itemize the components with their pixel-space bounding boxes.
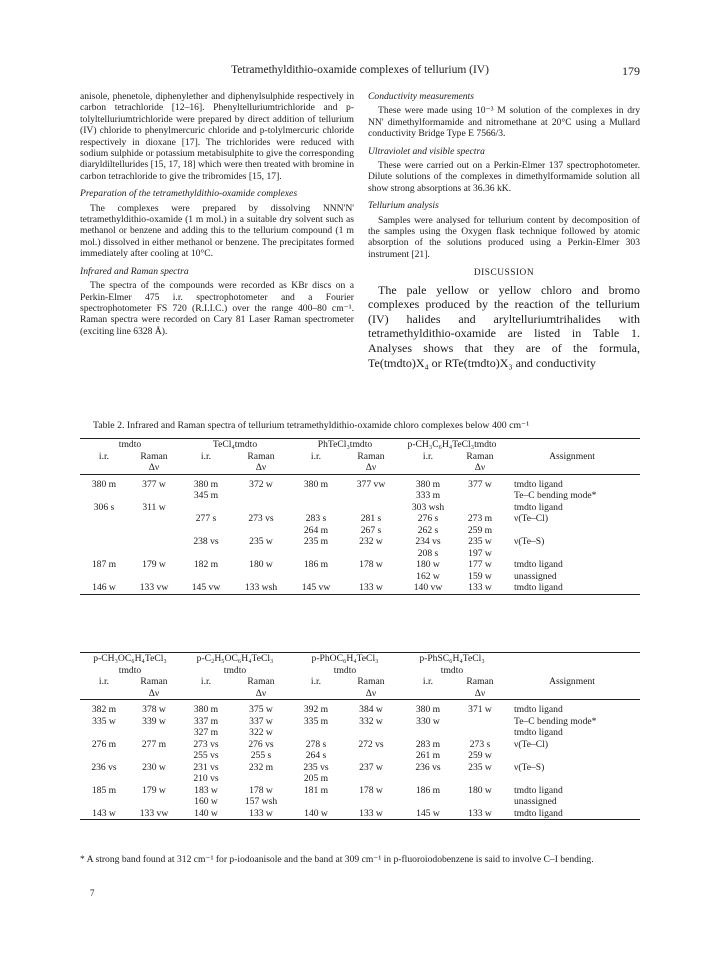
value-cell: 133 w [342, 582, 400, 594]
table-1-subhead-row [80, 451, 640, 463]
value-cell: 380 m [193, 478, 219, 490]
footnote: * A strong band found at 312 cm⁻¹ for p-iodoanisole and the band at 309 cm⁻¹ in p-fluoroiodobenzene is said to involve C–I bending. [80, 854, 594, 865]
value-cell: 186 m [303, 559, 329, 570]
table-2-group-row [80, 653, 640, 665]
right-para-4: The pale yellow or yellow chloro and bromo complexes produced by the reaction of the tellurium (IV) halides and aryltelluriumtrihalides with tetramethyldithio-oxamide are listed in Table 1. Analyses shows that they are of the formula, Te(tmdto)X₄ or RTe(tmdto)X₃ and conductivity [368, 282, 640, 370]
table-row [80, 773, 640, 785]
value-cell: 235 w [468, 761, 492, 773]
assignment-cell: tmdto ligand [514, 559, 563, 570]
value-cell: 377 w [142, 478, 166, 490]
value-cell: 235 vs [303, 761, 329, 773]
tmdto-label: tmdto [223, 664, 247, 676]
value-cell: 335 m [303, 715, 329, 727]
value-cell: 236 vs [91, 761, 117, 773]
value-cell [290, 727, 342, 739]
discussion-heading: DISCUSSION [473, 268, 535, 279]
delta-nu: Δν [232, 462, 290, 474]
value-cell: 180 w [468, 784, 492, 796]
value-cell: 182 m [193, 559, 219, 570]
value-cell [180, 525, 232, 537]
value-cell [180, 571, 232, 583]
value-cell: 186 m [415, 784, 441, 796]
ir-header: i.r. [310, 450, 322, 462]
value-cell: 181 m [303, 784, 329, 796]
value-cell: 384 w [359, 704, 383, 715]
value-cell: 264 s [305, 750, 327, 761]
value-cell: 322 w [249, 727, 273, 738]
value-cell: 377 vw [356, 478, 386, 490]
value-cell: 339 w [142, 715, 166, 727]
value-cell: 140 vw [400, 582, 456, 594]
ir-header: i.r. [200, 450, 212, 462]
value-cell: 133 w [232, 808, 290, 820]
table-2-unit-row [80, 688, 640, 700]
raman-header: Raman [357, 450, 385, 462]
value-cell: 311 w [142, 501, 166, 513]
assignment-cell: tmdto ligand [514, 478, 563, 490]
value-cell: 159 w [468, 570, 492, 582]
value-cell: 143 w [80, 808, 128, 820]
value-cell [342, 796, 400, 808]
left-para-3: The spectra of the compounds were recorded as KBr discs on a Perkin-Elmer 475 i.r. spectrophotometer and a Fourier spectrophotometer FS 720 (R.I.I.C.) over the range 400–80 cm⁻¹. Raman spectra were recorded on Cary 81 Laser Raman spectrometer (exciting line 6328 Å). [80, 280, 354, 337]
value-cell: 133 vw [128, 808, 180, 820]
value-cell: 262 s [417, 524, 439, 536]
value-cell [456, 773, 504, 785]
value-cell [342, 490, 400, 502]
table-1-group: TeCl₄tmdto [180, 439, 290, 451]
table-2-group: p-CH₃OC₆H₄TeCl₃ [80, 653, 180, 665]
assignment-cell [504, 548, 640, 560]
table-row [80, 727, 640, 739]
value-cell: 276 vs [248, 738, 274, 750]
value-cell: 197 w [468, 547, 492, 559]
value-cell: 259 m [467, 524, 493, 536]
value-cell: 259 w [468, 750, 492, 761]
assignment-cell: tmdto ligand [514, 704, 563, 715]
value-cell [232, 571, 290, 583]
value-cell: 380 m [91, 478, 117, 490]
ir-header: i.r. [310, 676, 322, 687]
assignment-cell [504, 525, 640, 537]
table-row [80, 704, 640, 716]
table-row [80, 536, 640, 548]
value-cell: 337 w [249, 715, 273, 727]
value-cell: 264 m [303, 524, 329, 536]
assignment-cell [504, 750, 640, 762]
assignment-cell: tmdto ligand [504, 808, 640, 820]
value-cell: 133 wsh [232, 582, 290, 594]
left-para-1: anisole, phenetole, diphenylether and diphenylsulphide respectively in carbon tetrachloride [12–16]. Phenyltelluriumtrichloride and p-tolyltelluriumtrichloride were prepared by direct addition of tellurium (IV) chloride to phenylmercuric chloride and p-tolylmercuric chloride respectively in dioxane [17]. The trichlorides were reduced with sodium sulphide or potassium metabisulphite to give the corresponding diaryldiltellurides [15, 17, 18] which were then treated with bromine in carbon tetrachloride to give the tribromides [15, 17]. [80, 91, 354, 182]
value-cell: 281 s [360, 513, 382, 524]
value-cell: 145 vw [180, 582, 232, 594]
value-cell [342, 548, 400, 560]
ir-header: i.r. [200, 676, 212, 687]
value-cell: 392 m [303, 704, 329, 715]
value-cell [290, 796, 342, 808]
value-cell: 333 m [415, 490, 441, 501]
value-cell: 232 w [359, 536, 383, 547]
value-cell: 380 m [193, 704, 219, 715]
value-cell: 267 s [360, 524, 382, 536]
value-cell: 162 w [416, 570, 440, 582]
assignment-cell: Te–C bending mode* [514, 715, 597, 727]
ir-header: i.r. [98, 676, 110, 687]
page-number: 179 [622, 64, 640, 78]
raman-header: Raman [466, 676, 494, 687]
ir-header: i.r. [422, 450, 434, 462]
assignment-header: Assignment [549, 450, 595, 462]
table-row [80, 808, 640, 820]
assignment-cell: Te–C bending mode* [514, 490, 597, 501]
table-2-group: p-PhSC₆H₄TeCl₃ [400, 653, 504, 665]
value-cell: 160 w [194, 796, 218, 807]
value-cell: 337 m [193, 715, 219, 727]
value-cell [342, 773, 400, 785]
table-1-group: tmdto [80, 439, 180, 451]
value-cell: 179 w [142, 784, 166, 796]
value-cell: 187 m [91, 559, 117, 570]
left-para-2: The complexes were prepared by dissolving NNN'N' tetramethyldithio-oxamide (1 m mol.) in a suitable dry solvent such as methanol or benzene and adding this to the tellurium compound (1 m mol.) dissolved in either methanol or benzene. The precipitates formed immediately after cooling at 10°C. [80, 202, 354, 260]
value-cell: 273 m [467, 513, 493, 524]
value-cell: 133 w [456, 582, 504, 594]
raman-header: Raman [140, 450, 168, 462]
table-row [80, 716, 640, 728]
raman-header: Raman [140, 676, 168, 687]
value-cell: 255 s [250, 750, 272, 761]
value-cell: 140 w [290, 808, 342, 820]
table-caption: Table 2. Infrared and Raman spectra of tellurium tetramethyldithio-oxamide chloro complexes below 400 cm⁻¹ [93, 420, 530, 431]
value-cell [290, 502, 342, 514]
delta-nu: Δν [342, 688, 400, 700]
value-cell: 177 w [468, 559, 492, 570]
value-cell [456, 796, 504, 808]
value-cell [290, 548, 342, 560]
value-cell: 283 s [305, 513, 327, 524]
assignment-cell: tmdto ligand [514, 784, 563, 796]
value-cell: 273 vs [248, 513, 274, 524]
value-cell: 382 m [91, 704, 117, 715]
value-cell [290, 571, 342, 583]
value-cell [400, 796, 456, 808]
value-cell [232, 525, 290, 537]
value-cell: 179 w [142, 559, 166, 570]
value-cell [128, 548, 180, 560]
table-row [80, 762, 640, 774]
value-cell: 235 w [468, 536, 492, 547]
value-cell: 276 m [91, 738, 117, 750]
page-mark: 7 [90, 888, 95, 898]
value-cell [128, 773, 180, 785]
value-cell: 208 s [417, 547, 439, 559]
value-cell [232, 490, 290, 502]
tmdto-label: tmdto [333, 664, 357, 676]
value-cell: 231 vs [193, 761, 219, 773]
value-cell: 332 w [359, 715, 383, 727]
value-cell: 380 m [303, 478, 329, 490]
table-row [80, 525, 640, 537]
right-para-3: Samples were analysed for tellurium content by decomposition of the samples using the Oxygen flask technique followed by atomic absorption of the solutions produced using a Perkin-Elmer 303 instrument [21]. [368, 214, 640, 260]
value-cell: 178 w [359, 559, 383, 570]
value-cell: 230 w [142, 761, 166, 773]
ir-header: i.r. [98, 450, 110, 462]
right-para-2: These were carried out on a Perkin-Elmer 137 spectrophotometer. Dilute solutions of the complexes in dimethylformamide solution all show strong absorptions at 36.36 kK. [368, 160, 640, 194]
right-column [368, 91, 640, 370]
value-cell: 236 vs [415, 761, 441, 773]
right-heading-conductivity: Conductivity measurements [368, 91, 474, 102]
value-cell: 178 w [249, 784, 273, 796]
value-cell: 306 s [93, 501, 115, 513]
value-cell [342, 502, 400, 514]
value-cell [290, 490, 342, 502]
value-cell [80, 548, 128, 560]
table-1-group-row [80, 439, 640, 451]
value-cell: 371 w [468, 704, 492, 715]
value-cell [342, 571, 400, 583]
value-cell: 330 w [416, 715, 440, 727]
table-2-group: p-C₂H₅OC₆H₄TeCl₃ [180, 653, 290, 665]
value-cell [128, 513, 180, 525]
left-heading-spectra: Infrared and Raman spectra [80, 265, 189, 277]
value-cell [400, 773, 456, 785]
assignment-cell: unassigned [514, 570, 557, 582]
value-cell: 232 m [248, 761, 274, 773]
value-cell: 205 m [303, 773, 329, 784]
value-cell: 133 w [342, 808, 400, 820]
ir-header: i.r. [422, 676, 434, 687]
right-heading-uv: Ultraviolet and visible spectra [368, 145, 485, 157]
value-cell [128, 750, 180, 762]
spectra-table-2 [80, 652, 640, 820]
value-cell: 183 w [194, 784, 218, 796]
value-cell: 277 m [141, 738, 167, 750]
value-cell: 178 w [359, 784, 383, 796]
delta-nu: Δν [456, 688, 504, 700]
value-cell [342, 750, 400, 762]
value-cell: 146 w [80, 582, 128, 594]
value-cell [80, 525, 128, 537]
value-cell: 276 s [417, 513, 439, 524]
value-cell: 277 s [195, 513, 217, 524]
value-cell: 140 w [180, 808, 232, 820]
running-title: Tetramethyldithio-oxamide complexes of tellurium (IV) [231, 64, 489, 76]
value-cell [80, 571, 128, 583]
raman-header: Raman [247, 450, 275, 462]
tmdto-label: tmdto [440, 664, 464, 676]
assignment-cell: tmdto ligand [504, 582, 640, 594]
table-row [80, 502, 640, 514]
value-cell: 180 w [249, 559, 273, 570]
value-cell: 273 s [469, 738, 491, 750]
table-row [80, 750, 640, 762]
table-row [80, 739, 640, 751]
value-cell [128, 571, 180, 583]
value-cell: 185 m [91, 784, 117, 796]
value-cell [128, 525, 180, 537]
table-row [80, 548, 640, 560]
right-heading-tellurium: Tellurium analysis [368, 200, 439, 212]
tmdto-label: tmdto [118, 664, 142, 676]
value-cell: 237 w [359, 761, 383, 773]
value-cell: 210 vs [193, 773, 219, 784]
value-cell: 255 vs [193, 750, 219, 761]
value-cell [80, 727, 128, 739]
left-heading-preparation: Preparation of the tetramethyldithio-oxamide complexes [80, 188, 298, 200]
table-row [80, 479, 640, 491]
table-2-sub-row [80, 665, 640, 677]
right-para-1: These were made using 10⁻³ M solution of the complexes in dry NN' dimethylformamide and nitromethane at 20°C using a Mullard conductivity Bridge Type E 7566/3. [368, 105, 640, 140]
value-cell: 345 m [193, 490, 219, 501]
value-cell: 235 m [303, 536, 329, 547]
value-cell: 335 w [92, 715, 116, 727]
value-cell [128, 796, 180, 808]
value-cell [180, 548, 232, 560]
value-cell: 273 vs [193, 738, 219, 750]
value-cell: 372 w [249, 478, 273, 490]
assignment-cell: ν(Te–Cl) [514, 513, 549, 524]
table-row [80, 571, 640, 583]
value-cell: 272 vs [358, 738, 384, 750]
value-cell: 380 m [415, 704, 441, 715]
table-row [80, 513, 640, 525]
value-cell: 234 vs [415, 536, 441, 547]
table-2-group: p-PhOC₆H₄TeCl₃ [290, 653, 400, 665]
table-row [80, 796, 640, 808]
value-cell: 375 w [249, 704, 273, 715]
delta-nu: Δν [456, 462, 504, 474]
value-cell: 145 vw [290, 582, 342, 594]
table-2-subhead-row [80, 676, 640, 688]
delta-nu: Δν [128, 688, 180, 700]
value-cell: 261 m [415, 750, 441, 761]
table-1-group: p-CH₃C₆H₄TeCl₃tmdto [400, 439, 504, 451]
value-cell [232, 548, 290, 560]
value-cell: 327 m [193, 727, 219, 738]
value-cell: 238 vs [193, 536, 219, 547]
value-cell [456, 716, 504, 728]
table-row [80, 582, 640, 594]
value-cell: 133 w [456, 808, 504, 820]
value-cell [128, 536, 180, 548]
spectra-table-1 [80, 438, 640, 595]
value-cell: 278 s [305, 738, 327, 750]
assignment-header: Assignment [549, 676, 595, 687]
value-cell [80, 773, 128, 785]
value-cell: 380 m [415, 478, 441, 490]
assignment-cell: ν(Te–Cl) [514, 738, 549, 750]
value-cell [232, 773, 290, 785]
table-1-group: PhTeCl₃tmdto [290, 439, 400, 451]
assignment-cell: ν(Te–S) [514, 536, 545, 547]
value-cell: 157 wsh [244, 796, 278, 807]
delta-nu: Δν [128, 462, 180, 474]
value-cell [80, 750, 128, 762]
assignment-cell: unassigned [514, 796, 557, 807]
value-cell [400, 727, 456, 739]
value-cell [456, 727, 504, 739]
value-cell [80, 490, 128, 502]
value-cell [456, 490, 504, 502]
value-cell [456, 502, 504, 514]
value-cell [232, 502, 290, 514]
value-cell: 235 w [249, 536, 273, 547]
assignment-cell [504, 773, 640, 785]
value-cell [128, 727, 180, 739]
value-cell [80, 796, 128, 808]
assignment-cell: ν(Te–S) [514, 761, 545, 773]
raman-header: Raman [357, 676, 385, 687]
delta-nu: Δν [232, 688, 290, 700]
value-cell: 378 w [142, 704, 166, 715]
raman-header: Raman [466, 450, 494, 462]
value-cell: 133 vw [128, 582, 180, 594]
table-row [80, 785, 640, 797]
delta-nu: Δν [342, 462, 400, 474]
left-column [80, 91, 354, 337]
value-cell: 377 w [468, 478, 492, 490]
raman-header: Raman [247, 676, 275, 687]
table-row [80, 559, 640, 571]
value-cell [128, 490, 180, 502]
value-cell: 180 w [416, 559, 440, 570]
value-cell: 145 w [400, 808, 456, 820]
assignment-cell: tmdto ligand [514, 727, 563, 738]
value-cell [342, 727, 400, 739]
table-1-unit-row [80, 462, 640, 474]
value-cell: 283 m [415, 738, 441, 750]
value-cell [80, 536, 128, 548]
value-cell [180, 502, 232, 514]
value-cell: 303 wsh [411, 501, 445, 513]
value-cell [80, 513, 128, 525]
table-row [80, 490, 640, 502]
assignment-cell: tmdto ligand [514, 501, 563, 513]
